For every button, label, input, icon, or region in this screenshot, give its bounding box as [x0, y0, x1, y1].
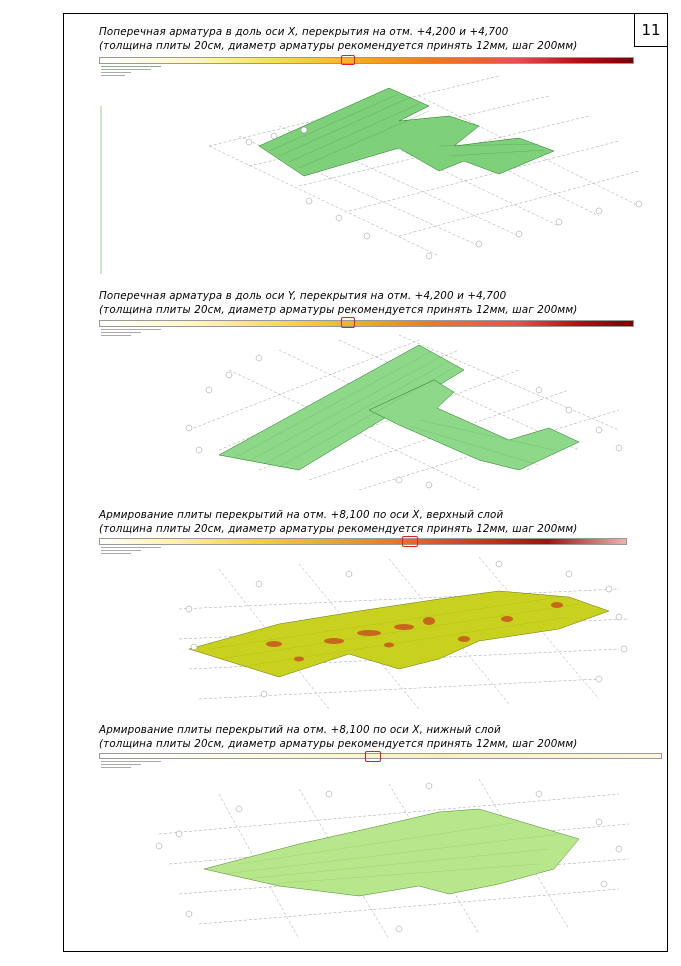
section-4-title: Армирование плиты перекрытий на отм. +8,100 по оси X, нижный слой — [99, 724, 501, 736]
section-1-title: Поперечная арматура в доль оси X, перекрытия на отм. +4,200 и +4,700 — [99, 26, 509, 38]
slab-plot-4 — [99, 764, 659, 944]
section-1 — [99, 26, 659, 276]
section-3-title: Армирование плиты перекрытий на отм. +8,100 по оси X, верхный слой — [99, 509, 504, 521]
scale-highlight-marker — [365, 751, 381, 762]
section-4 — [99, 724, 659, 944]
color-scale-bar — [99, 57, 634, 64]
page-number: 11 — [634, 14, 667, 47]
scale-highlight-marker — [402, 536, 418, 547]
section-2-title: Поперечная арматура в доль оси Y, перекрытия на отм. +4,200 и +4,700 — [99, 290, 507, 302]
section-3 — [99, 509, 659, 714]
section-3-subtitle: (толщина плиты 20см, диаметр арматуры рекомендуется принять 12мм, шаг 200мм) — [99, 523, 578, 535]
section-1-subtitle: (толщина плиты 20см, диаметр арматуры рекомендуется принять 12мм, шаг 200мм) — [99, 40, 578, 52]
scale-highlight-marker — [341, 55, 355, 65]
section-4-subtitle: (толщина плиты 20см, диаметр арматуры рекомендуется принять 12мм, шаг 200мм) — [99, 738, 578, 750]
section-2 — [99, 290, 659, 495]
section-2-subtitle: (толщина плиты 20см, диаметр арматуры рекомендуется принять 12мм, шаг 200мм) — [99, 304, 578, 316]
slab-plot-2 — [99, 330, 659, 495]
drawing-sheet — [63, 13, 668, 952]
color-scale-bar — [99, 320, 634, 327]
slab-plot-3 — [99, 549, 659, 714]
scale-highlight-marker — [341, 317, 355, 328]
slab-plot-1 — [99, 66, 659, 276]
color-scale-bar — [99, 538, 627, 545]
